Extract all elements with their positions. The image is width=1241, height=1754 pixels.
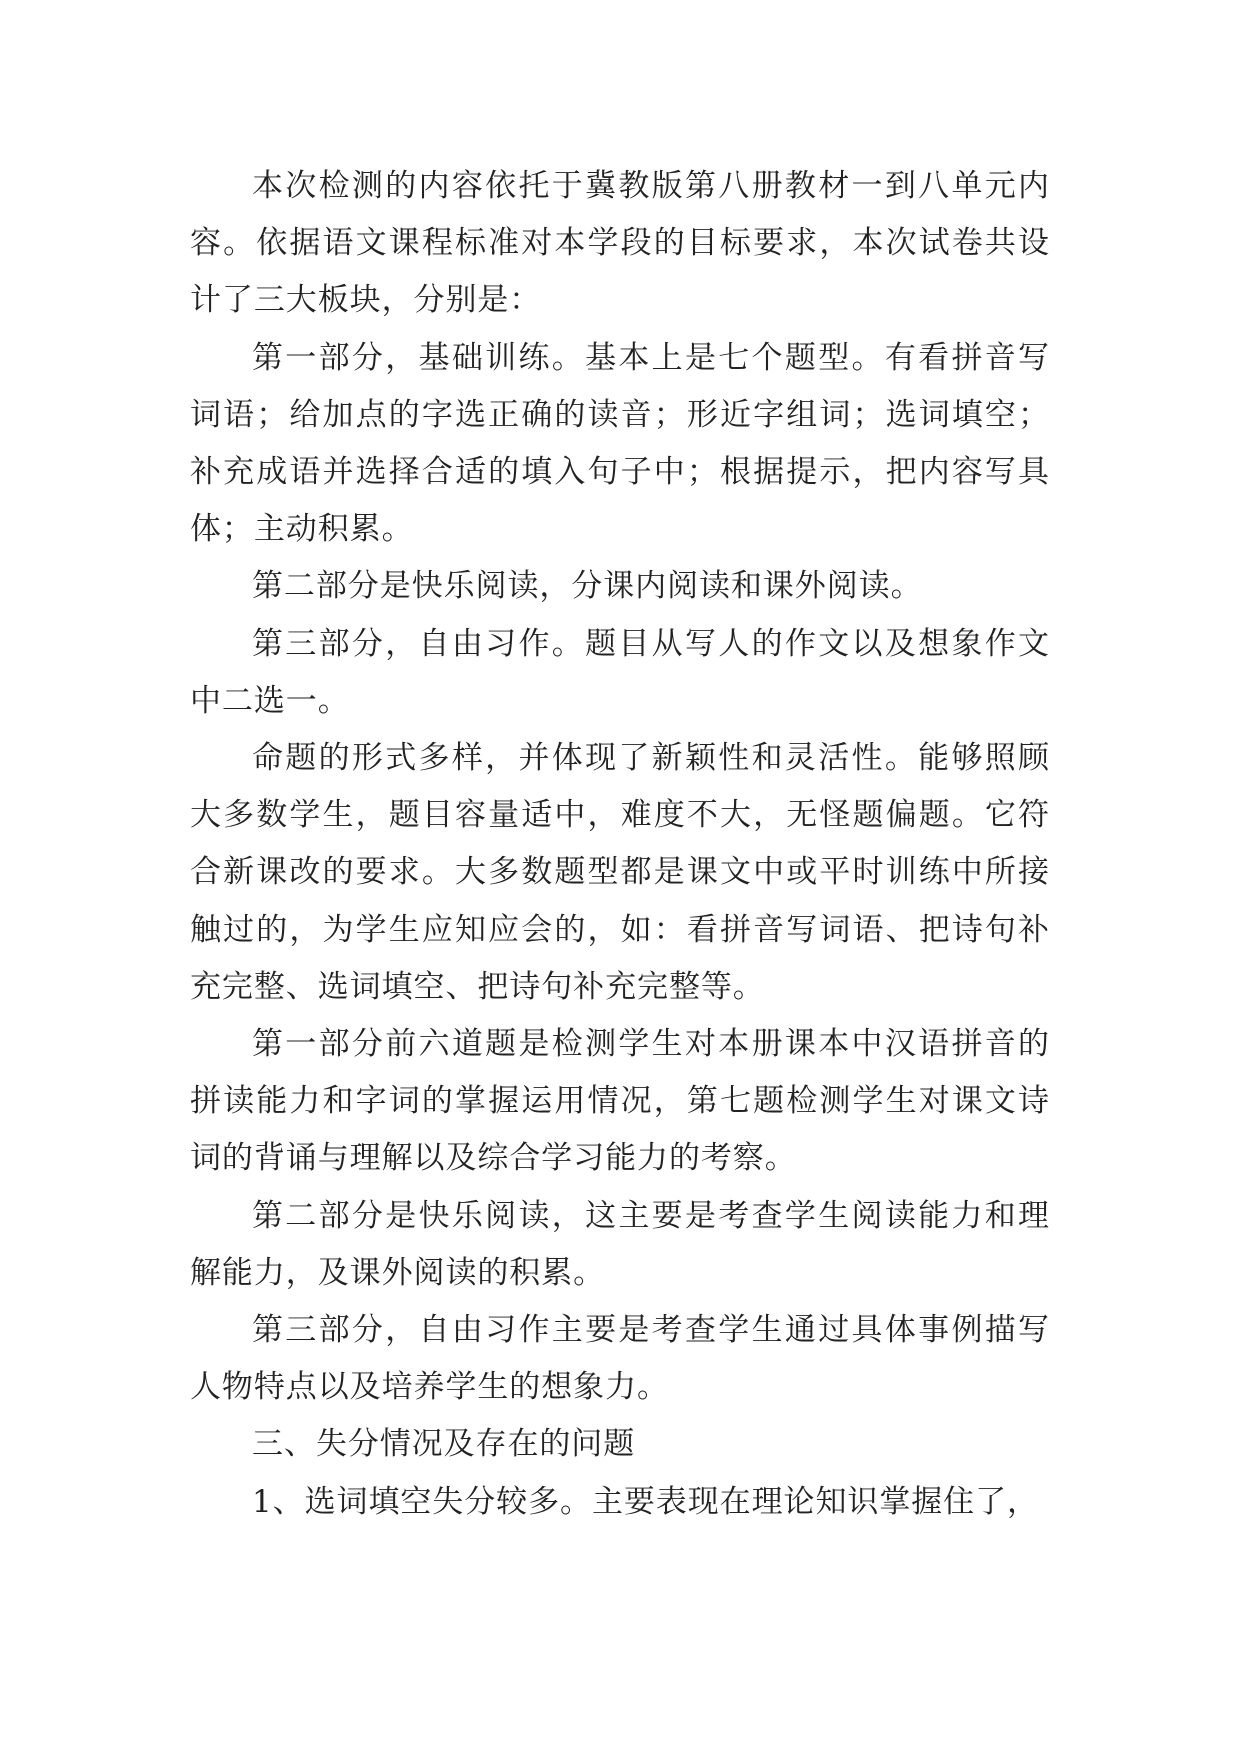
paragraph-part-one: 第一部分，基础训练。基本上是七个题型。有看拼音写词语；给加点的字选正确的读音；形近字组词；选词填空；补充成语并选择合适的填入句子中；根据提示，把内容写具体；主动积累。	[190, 339, 1050, 548]
paragraph-format: 命题的形式多样，并体现了新颖性和灵活性。能够照顾大多数学生，题目容量适中，难度不大，无怪题偏题。它符合新课改的要求。大多数题型都是课文中或平时训练中所接触过的，为学生应知应会的，如：看拼音写词语、把诗句补充完整、选词填空、把诗句补充完整等。	[190, 740, 1050, 1005]
paragraph-issue-one: 1、选词填空失分较多。主要表现在理论知识掌握住了，	[252, 1483, 1039, 1520]
paragraph-part-three-analysis: 第三部分，自由习作主要是考查学生通过具体事例描写人物特点以及培养学生的想象力。	[190, 1312, 1050, 1406]
document-body	[190, 158, 1050, 1531]
paragraph-part-three: 第三部分，自由习作。题目从写人的作文以及想象作文中二选一。	[190, 625, 1050, 719]
section-heading-issues: 三、失分情况及存在的问题	[252, 1426, 636, 1463]
paragraph-part-two: 第二部分是快乐阅读，分课内阅读和课外阅读。	[252, 568, 923, 605]
paragraph-intro: 本次检测的内容依托于冀教版第八册教材一到八单元内容。依据语文课程标准对本学段的目标要求，本次试卷共设计了三大板块，分别是：	[190, 168, 1050, 319]
paragraph-part-two-analysis: 第二部分是快乐阅读，这主要是考查学生阅读能力和理解能力，及课外阅读的积累。	[190, 1197, 1050, 1291]
paragraph-part-one-analysis: 第一部分前六道题是检测学生对本册课本中汉语拼音的拼读能力和字词的掌握运用情况，第七题检测学生对课文诗词的背诵与理解以及综合学习能力的考察。	[190, 1026, 1050, 1177]
